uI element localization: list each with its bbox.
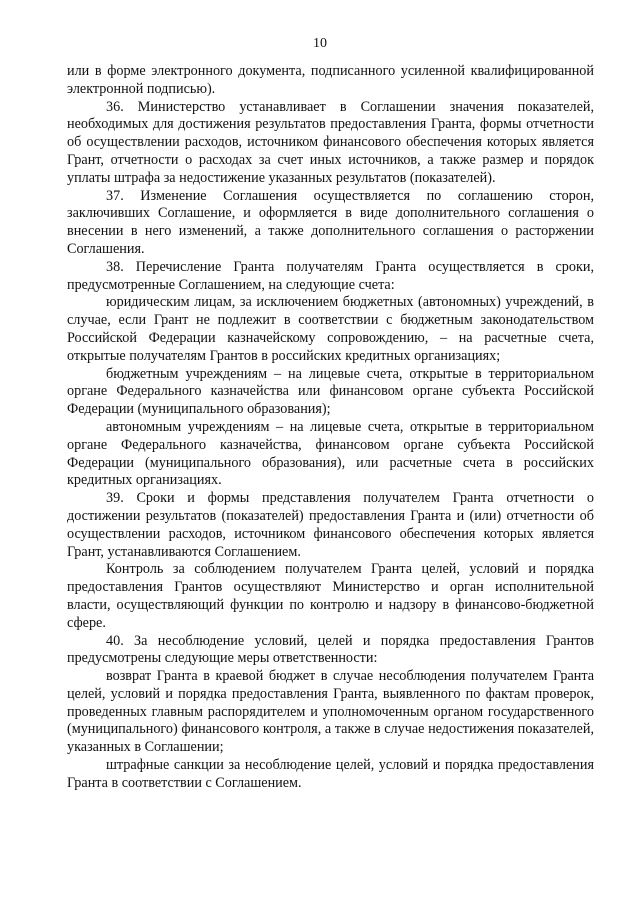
paragraph-36: 36. Министерство устанавливает в Соглашении значения показателей, необходимых для достижения результатов предоставления Гранта, формы отчетности об осуществлении расходов, источником финансового обеспечения которых является Грант, отчетности о расходах за счет иных источников, а также размер и порядок уплаты штрафа за недостижение указанных результатов (показателей). bbox=[67, 98, 594, 186]
paragraph-38-legal-entities: юридическим лицам, за исключением бюджетных (автономных) учреждений, в случае, если Грант не подлежит в соответствии с бюджетным законодательством Российской Федерации казначейскому сопровождению, – на расчетные счета, открытые получателям Грантов в российских кредитных организациях; bbox=[67, 294, 594, 364]
paragraph-continuation: или в форме электронного документа, подписанного усиленной квалифицированной электронной подписью). bbox=[67, 63, 594, 97]
paragraph-40: 40. За несоблюдение условий, целей и порядка предоставления Грантов предусмотрены следующие меры ответственности: bbox=[67, 632, 594, 667]
paragraph-39-control: Контроль за соблюдением получателем Гранта целей, условий и порядка предоставления Грантов осуществляют Министерство и орган исполнительной власти, осуществляющий функции по контролю и надзору в финансово-бюджетной сфере. bbox=[67, 561, 594, 631]
paragraph-40-grant-return: возврат Гранта в краевой бюджет в случае несоблюдения получателем Гранта целей, условий и порядка предоставления Гранта, выявленного по фактам проверок, проведенных главным распорядителем и уполномоченным органом государственного (муниципального) финансового контроля, а также в случае недостижения показателей, указанных в Соглашении; bbox=[67, 668, 594, 756]
paragraph-37: 37. Изменение Соглашения осуществляется по соглашению сторон, заключивших Соглашение, и оформляется в виде дополнительного соглашения о внесении в него изменений, а также дополнительного соглашения о расторжении Соглашения. bbox=[67, 187, 594, 257]
document-body bbox=[67, 63, 594, 793]
paragraph-39: 39. Сроки и формы представления получателем Гранта отчетности о достижении результатов (показателей) предоставления Гранта и (или) отчетности об осуществлении расходов, источником финансового обеспечения которых является Грант, устанавливаются Соглашением. bbox=[67, 490, 594, 560]
paragraph-40-penalties: штрафные санкции за несоблюдение целей, условий и порядка предоставления Гранта в соответствии с Соглашением. bbox=[67, 757, 594, 791]
paragraph-38-budget-institutions: бюджетным учреждениям – на лицевые счета, открытые в территориальном органе Федерального казначейства или финансовом органе субъекта Российской Федерации (муниципального образования); bbox=[67, 365, 594, 418]
paragraph-38-autonomous-institutions: автономным учреждениям – на лицевые счета, открытые в территориальном органе Федерального казначейства, финансовом органе субъекта Российской Федерации (муниципального образования), или расчетные счета в российских кредитных организациях. bbox=[67, 418, 594, 489]
paragraph-38: 38. Перечисление Гранта получателям Гранта осуществляется в сроки, предусмотренные Соглашением, на следующие счета: bbox=[67, 258, 594, 293]
page-number: 10 bbox=[313, 36, 327, 51]
